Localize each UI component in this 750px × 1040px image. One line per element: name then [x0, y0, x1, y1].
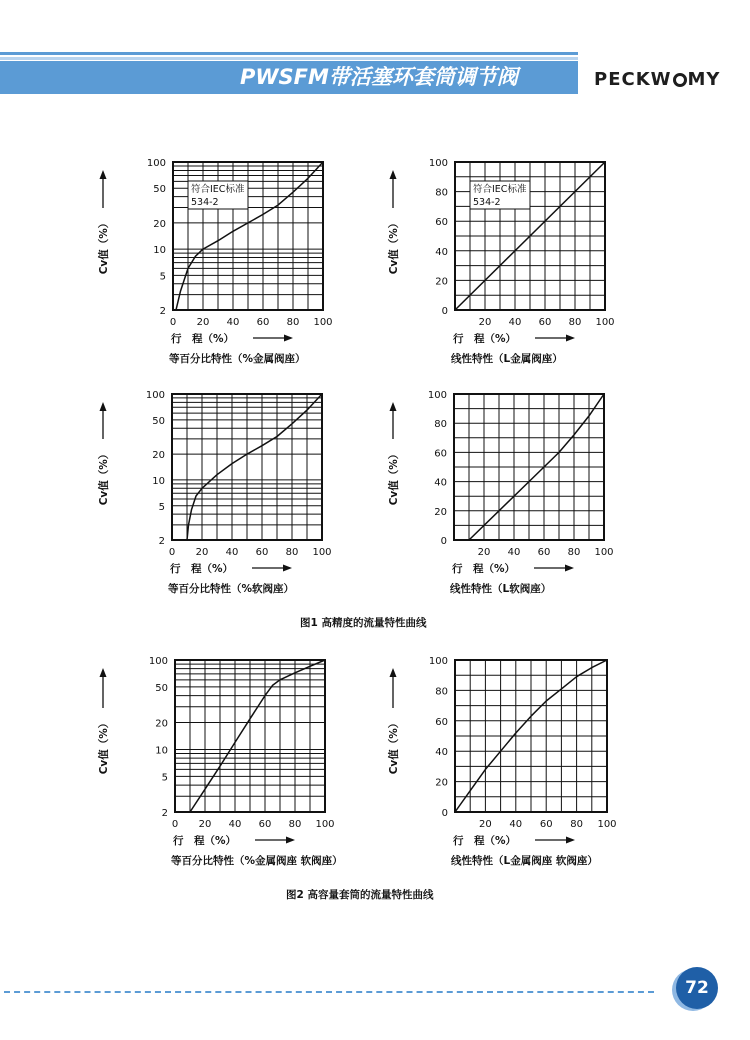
chart-linear-metal-seat	[380, 150, 640, 375]
y-tick-label: 0	[441, 808, 448, 819]
x-tick-label: 100	[597, 819, 617, 830]
x-tick-label: 0	[169, 317, 177, 328]
y-tick-label: 20	[155, 718, 168, 730]
x-tick-label: 40	[226, 317, 240, 328]
y-tick-label: 60	[434, 448, 447, 460]
figure-2-caption: 图2 高容量套筒的流量特性曲线	[286, 889, 434, 901]
y-axis-label: Cv值（%）	[388, 448, 400, 506]
x-tick-label: 40	[508, 317, 522, 328]
figure-1-caption: 图1 高精度的流量特性曲线	[300, 617, 427, 629]
x-axis-label: 行 程（%）	[452, 563, 516, 575]
page-title: PWSFM带活塞环套筒调节阀	[240, 65, 518, 89]
y-tick-label: 5	[158, 501, 165, 513]
y-tick-label: 100	[146, 158, 166, 169]
header-rule-top	[0, 52, 578, 55]
y-tick-label: 2	[158, 536, 165, 547]
footer-dash-line	[4, 991, 654, 993]
x-axis-label: 行 程（%）	[453, 835, 517, 847]
y-tick-label: 80	[435, 187, 448, 199]
y-tick-label: 60	[435, 716, 448, 728]
y-tick-label: 80	[435, 686, 448, 698]
x-tick-label: 40	[225, 547, 239, 558]
x-tick-label: 40	[507, 547, 521, 558]
x-tick-label: 100	[315, 819, 335, 830]
x-tick-label: 60	[255, 547, 269, 558]
y-tick-label: 50	[152, 415, 165, 427]
flow-curve	[190, 660, 325, 812]
x-axis-label: 行 程（%）	[453, 333, 517, 345]
x-tick-label: 20	[198, 819, 212, 830]
chart-equal-percent-combined	[90, 650, 370, 875]
x-tick-label: 100	[594, 547, 614, 558]
y-tick-label: 0	[440, 536, 447, 547]
arrow-up-icon	[390, 402, 397, 411]
arrow-right-icon	[283, 565, 292, 572]
y-axis-label: Cv值（%）	[98, 448, 110, 506]
y-tick-label: 0	[441, 306, 448, 317]
arrow-right-icon	[566, 837, 575, 844]
x-axis-label: 行 程（%）	[170, 563, 234, 575]
y-tick-label: 100	[427, 390, 447, 401]
x-tick-label: 100	[595, 317, 615, 328]
y-tick-label: 20	[434, 506, 447, 518]
arrow-up-icon	[100, 668, 107, 677]
y-tick-label: 5	[161, 772, 168, 784]
chart-equal-percent-soft-seat	[90, 382, 350, 607]
y-tick-label: 100	[145, 390, 165, 401]
arrow-up-icon	[390, 170, 397, 179]
y-axis-label: Cv值（%）	[388, 217, 400, 275]
y-tick-label: 50	[155, 682, 168, 694]
annotation-text: 534-2	[473, 197, 501, 208]
gear-icon	[673, 73, 687, 87]
y-tick-label: 40	[435, 246, 448, 258]
x-tick-label: 40	[509, 819, 523, 830]
arrow-right-icon	[565, 565, 574, 572]
y-tick-label: 20	[435, 777, 448, 789]
y-tick-label: 10	[155, 745, 168, 757]
x-tick-label: 100	[312, 547, 332, 558]
annotation-text: 符合IEC标准	[473, 184, 527, 195]
annotation-text: 534-2	[191, 197, 219, 208]
y-tick-label: 40	[434, 477, 447, 489]
chart-equal-percent-metal-seat	[90, 150, 350, 375]
x-axis-label: 行 程（%）	[173, 835, 237, 847]
arrow-right-icon	[566, 335, 575, 342]
y-tick-label: 100	[148, 656, 168, 667]
x-tick-label: 80	[567, 547, 581, 558]
y-tick-label: 40	[435, 747, 448, 759]
x-tick-label: 60	[256, 317, 270, 328]
x-tick-label: 80	[568, 317, 582, 328]
y-tick-label: 60	[435, 217, 448, 229]
x-tick-label: 60	[537, 547, 551, 558]
y-tick-label: 80	[434, 419, 447, 431]
chart-subtitle: 线性特性（L金属阀座）	[451, 353, 563, 365]
x-tick-label: 20	[195, 547, 209, 558]
x-tick-label: 80	[285, 547, 299, 558]
y-tick-label: 50	[153, 184, 166, 196]
x-tick-label: 20	[478, 317, 492, 328]
y-tick-label: 10	[153, 245, 166, 257]
y-tick-label: 20	[153, 218, 166, 230]
header-rule-light	[0, 57, 578, 60]
y-axis-label: Cv值（%）	[98, 717, 110, 775]
y-tick-label: 5	[159, 271, 166, 283]
chart-linear-soft-seat	[380, 382, 640, 607]
chart-subtitle: 等百分比特性（%金属阀座 软阀座）	[171, 855, 343, 867]
flow-curve	[187, 394, 322, 540]
y-tick-label: 10	[152, 475, 165, 487]
y-tick-label: 100	[428, 656, 448, 667]
y-axis-label: Cv值（%）	[98, 217, 110, 275]
x-tick-label: 80	[570, 819, 583, 830]
x-tick-label: 40	[228, 819, 242, 830]
x-axis-label: 行 程（%）	[171, 333, 235, 345]
x-tick-label: 80	[286, 317, 300, 328]
x-tick-label: 100	[313, 317, 333, 328]
x-tick-label: 20	[479, 819, 492, 830]
x-tick-label: 80	[288, 819, 302, 830]
x-tick-label: 60	[538, 317, 552, 328]
x-tick-label: 60	[539, 819, 553, 830]
annotation-text: 符合IEC标准	[191, 184, 245, 195]
chart-subtitle: 等百分比特性（%金属阀座）	[169, 353, 306, 365]
x-tick-label: 20	[196, 317, 210, 328]
y-tick-label: 20	[435, 276, 448, 288]
chart-subtitle: 线性特性（L金属阀座 软阀座）	[451, 855, 598, 867]
y-tick-label: 100	[428, 158, 448, 169]
x-tick-label: 20	[477, 547, 491, 558]
brand-logo: PECKW MY	[594, 69, 721, 90]
page-number: 72	[676, 967, 718, 1009]
arrow-up-icon	[100, 402, 107, 411]
chart-linear-combined	[380, 650, 660, 875]
x-tick-label: 60	[258, 819, 272, 830]
arrow-up-icon	[100, 170, 107, 179]
x-tick-label: 0	[168, 547, 176, 558]
chart-subtitle: 等百分比特性（%软阀座）	[168, 583, 295, 595]
x-tick-label: 0	[171, 819, 179, 830]
arrow-right-icon	[286, 837, 295, 844]
y-tick-label: 2	[161, 808, 168, 819]
arrow-right-icon	[284, 335, 293, 342]
arrow-up-icon	[390, 668, 397, 677]
chart-subtitle: 线性特性（L软阀座）	[450, 583, 552, 595]
y-tick-label: 20	[152, 450, 165, 462]
y-tick-label: 2	[159, 306, 166, 317]
y-axis-label: Cv值（%）	[388, 717, 400, 775]
